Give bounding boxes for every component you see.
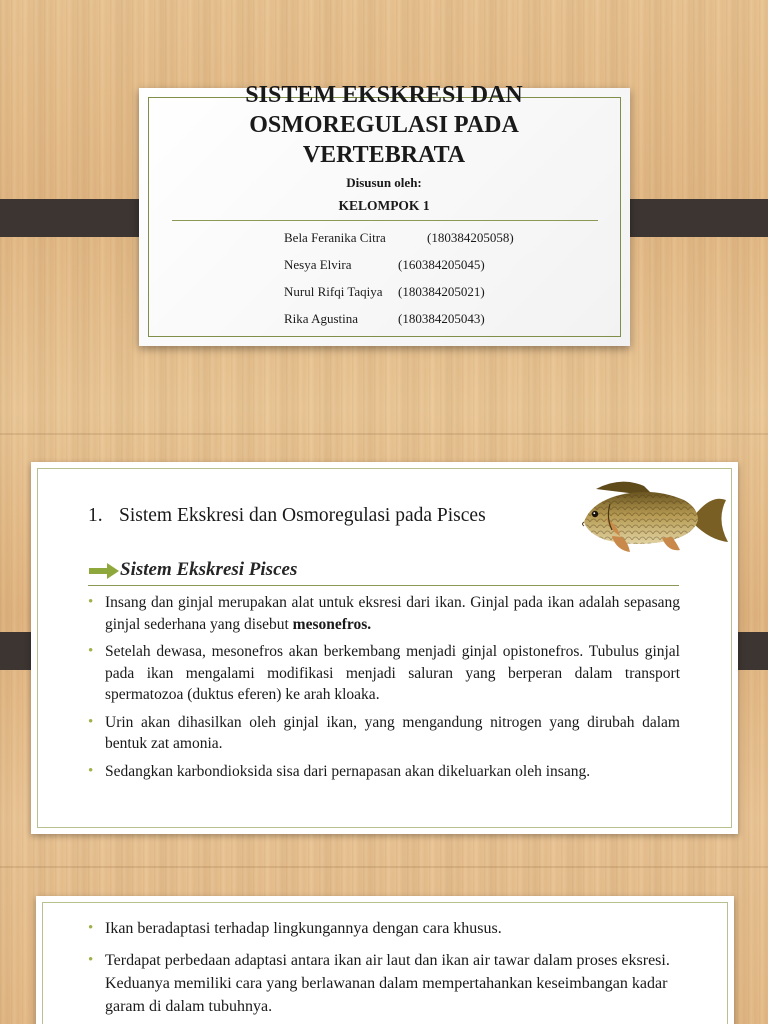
subsection-title: Sistem Ekskresi Pisces [120,559,298,580]
title-line: VERTEBRATA [302,142,466,168]
right-arrow-icon [89,563,119,579]
fish-image [576,474,730,560]
section-title: Sistem Ekskresi dan Osmoregulasi pada Pisces [119,505,486,526]
bullet-text: Ikan beradaptasi terhadap lingkungannya dengan cara khusus. [105,920,502,937]
bullet-text: Setelah dewasa, mesonefros akan berkembang menjadi ginjal opistonefros. Tubulus ginjal pada ikan mengalami modifikasi menjadi saluran yang berperan dalam transport spermatozoa (duktus eferen) ke arah kloaka. [105,643,680,703]
bullet-text: Terdapat perbedaan adaptasi antara ikan air laut dan ikan air tawar dalam proses eksresi. Keduanya memiliki cara yang berlawanan dalam mempertahankan keseimbangan kadar garam di dalam tubuhnya. [105,952,670,1015]
bullet-item [88,917,678,940]
title-line: OSMOREGULASI PADA [249,112,519,138]
member-nim: (160384205045) [398,257,485,272]
bullet-text: Sedangkan karbondioksida sisa dari pernapasan akan dikeluarkan oleh insang. [105,762,591,780]
divider-line [88,585,679,586]
bullet-item [88,712,680,755]
member-name: Rika Agustina [284,311,359,326]
slide-separator [0,433,768,435]
member-name: Bela Feranika Citra [284,230,386,245]
slide-title [0,80,768,170]
member-name: Nurul Rifqi Taqiya [284,284,383,299]
section-number: 1. [88,505,103,526]
divider-line [172,220,598,221]
bullet-list [88,592,680,788]
title-line: SISTEM EKSKRESI DAN [245,82,523,108]
member-nim: (180384205021) [398,284,485,299]
bullet-text: Insang dan ginjal merupakan alat untuk eksresi dari ikan. Ginjal pada ikan adalah sepasang ginjal sederhana yang disebut [105,594,680,633]
author-label: Disusun oleh: [346,175,422,190]
bullet-item [88,641,680,706]
slide-separator [0,866,768,868]
bullet-item [88,592,680,635]
bullet-item [88,949,678,1018]
bullet-bold-term: mesonefros. [292,615,372,633]
group-name: KELOMPOK 1 [338,198,430,213]
member-nim: (180384205043) [398,311,485,326]
bullet-list [88,917,678,1024]
member-name: Nesya Elvira [284,257,352,272]
bullet-text: Urin akan dihasilkan oleh ginjal ikan, yang mengandung nitrogen yang dirubah dalam bentuk zat amonia. [105,713,680,752]
bullet-item [88,761,680,783]
member-nim: (180384205058) [427,230,514,245]
